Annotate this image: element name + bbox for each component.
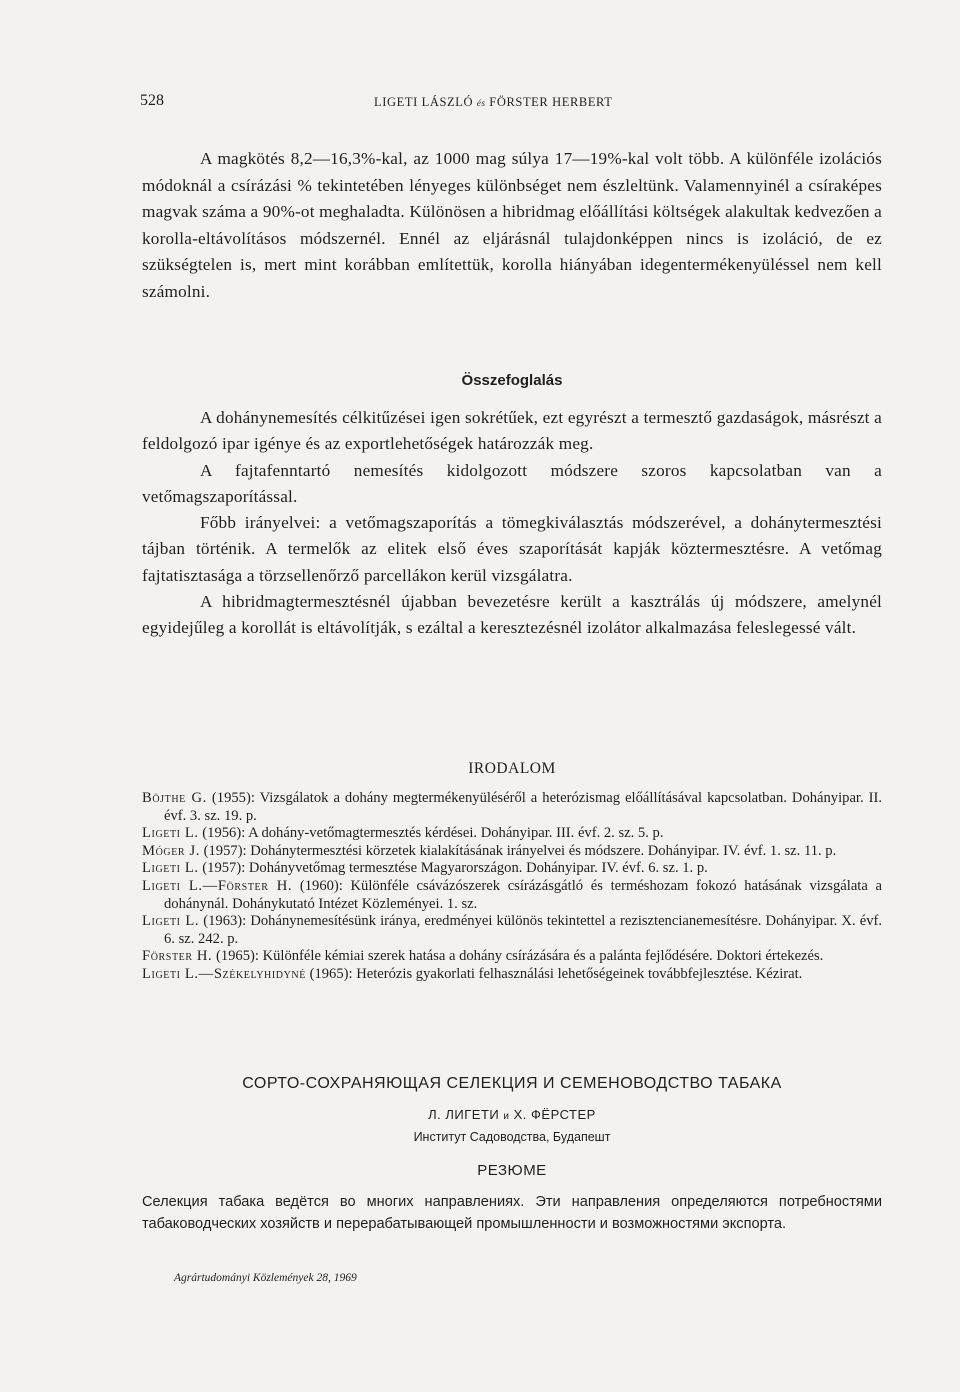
- russian-author-2: Х. ФЁРСТЕР: [513, 1107, 596, 1122]
- running-head: [374, 95, 612, 110]
- intro-block: [142, 146, 882, 306]
- reference-item: [142, 790, 882, 825]
- running-author-1: LIGETI LÁSZLÓ: [374, 95, 474, 109]
- reference-author: Ligeti L.—Székelyhidyné: [142, 965, 306, 982]
- summary-section: [142, 405, 882, 642]
- intro-paragraph: A magkötés 8,2—16,3%-kal, az 1000 mag súlya 17—19%-kal volt több. A különféle izolációs módoknál a csírázási % tekintetében lényeges különbséget nem észleltünk. Valamennyinél a csíraképes magvak száma a 90%-ot meghaladta. Különösen a hibridmag előállítási költségek alakultak kedvezően a korolla-eltávolításos módszernél. Ennél az eljárásnál tulajdonképpen nincs is izoláció, de ez szükségtelen is, mert mint korábban említettük, korolla hiányában idegentermékenyüléssel nem kell számolni.: [142, 149, 882, 301]
- russian-institute: Институт Садоводства, Будапешт: [413, 1130, 611, 1144]
- reference-text: (1955): Vizsgálatok a dohány megtermékenyüléséről a heterózismag előállításával kapcsolatban. Dohányipar. II. évf. 3. sz. 19. p.: [164, 790, 883, 824]
- russian-author-1: Л. ЛИГЕТИ: [428, 1107, 500, 1122]
- reference-text: (1960): Különféle csávázószerek csírázásgátló és terméshozam fokozó hatásának vizsgálata a dohánynál. Dohánykutató Intézet Közleményei. 1. sz.: [164, 877, 882, 912]
- reference-author: Ligeti L.: [142, 860, 199, 877]
- russian-title: СОРТО-СОХРАНЯЮЩАЯ СЕЛЕКЦИЯ И СЕМЕНОВОДСТВО ТАБАКА: [242, 1075, 782, 1092]
- running-conjunction: és: [476, 98, 486, 108]
- page-header: [140, 92, 860, 114]
- reference-author: Böjthe G.: [142, 790, 207, 806]
- reference-item: [142, 825, 882, 843]
- references-list: [142, 790, 882, 984]
- summary-heading: Összefoglalás: [461, 372, 563, 389]
- reference-item: [142, 948, 882, 966]
- reference-text: (1963): Dohánynemesítésünk iránya, eredményei különös tekintettel a rezisztencianemesítésre. Dohányipar. X. évf. 6. sz. 242. p.: [164, 913, 883, 947]
- page-number: 528: [140, 92, 164, 109]
- summary-paragraph: A hibridmagtermesztésnél újabban bevezetésre került a kasztrálás új módszere, amelynél egyidejűleg a korollát is eltávolítják, s ezáltal a keresztezésnél izolátor alkalmazása feleslegessé vált.: [142, 592, 882, 638]
- references-heading: IRODALOM: [468, 760, 556, 777]
- reference-item: [142, 843, 882, 861]
- reference-author: Ligeti L.: [142, 825, 199, 842]
- running-author-2: FÖRSTER HERBERT: [489, 95, 613, 109]
- reference-author: Ligeti L.—Förster H.: [142, 877, 293, 894]
- russian-resume-heading: РЕЗЮМЕ: [477, 1162, 547, 1179]
- reference-item: [142, 860, 882, 878]
- reference-author: Móger J.: [142, 842, 200, 859]
- russian-authors: [142, 1107, 882, 1122]
- reference-text: (1965): Különféle kémiai szerek hatása a dohány csírázására és a palánta fejlődésére. Doktori értekezés.: [215, 948, 824, 965]
- russian-author-conjunction: и: [503, 1111, 510, 1122]
- summary-paragraph: A fajtafenntartó nemesítés kidolgozott módszere szoros kapcsolatban van a vetőmagszaporítással.: [142, 460, 882, 506]
- reference-author: Ligeti L.: [142, 913, 200, 930]
- reference-text: (1956): A dohány-vetőmagtermesztés kérdései. Dohányipar. III. évf. 2. sz. 5. p.: [202, 825, 664, 842]
- reference-text: (1957): Dohányvetőmag termesztése Magyarországon. Dohányipar. IV. évf. 6. sz. 1. p.: [202, 860, 708, 877]
- summary-paragraph: A dohánynemesítés célkitűzései igen sokrétűek, ezt egyrészt a termesztő gazdaságok, másrészt a feldolgozó ipar igénye és az exportlehetőségek határozzák meg.: [142, 408, 882, 454]
- russian-resume-text: Селекция табака ведётся во многих направлениях. Эти направления определяются потребностями табаководческих хозяйств и перерабатывающей промышленности и возможностями экспорта.: [142, 1194, 882, 1232]
- reference-item: [142, 966, 882, 984]
- summary-paragraph: Főbb irányelvei: a vetőmagszaporítás a tömegkiválasztás módszerével, a dohánytermesztési tájban történik. A termelők az elitek első éves szaporítását kapják köztermesztésre. A vetőmag fajtatisztasága a törzsellenőrző parcellákon kerül vizsgálatra.: [142, 513, 882, 585]
- reference-text: (1957): Dohánytermesztési körzetek kialakításának irányelvei és módszere. Dohányipar. IV. évf. 1. sz. 11. p.: [203, 842, 837, 859]
- journal-footer: Agrártudományi Közlemények 28, 1969: [174, 1272, 357, 1284]
- reference-item: [142, 878, 882, 913]
- reference-text: (1965): Heterózis gyakorlati felhasználási lehetőségeinek továbbfejlesztése. Kézirat.: [309, 965, 803, 982]
- reference-item: [142, 913, 882, 948]
- reference-author: Förster H.: [142, 948, 213, 965]
